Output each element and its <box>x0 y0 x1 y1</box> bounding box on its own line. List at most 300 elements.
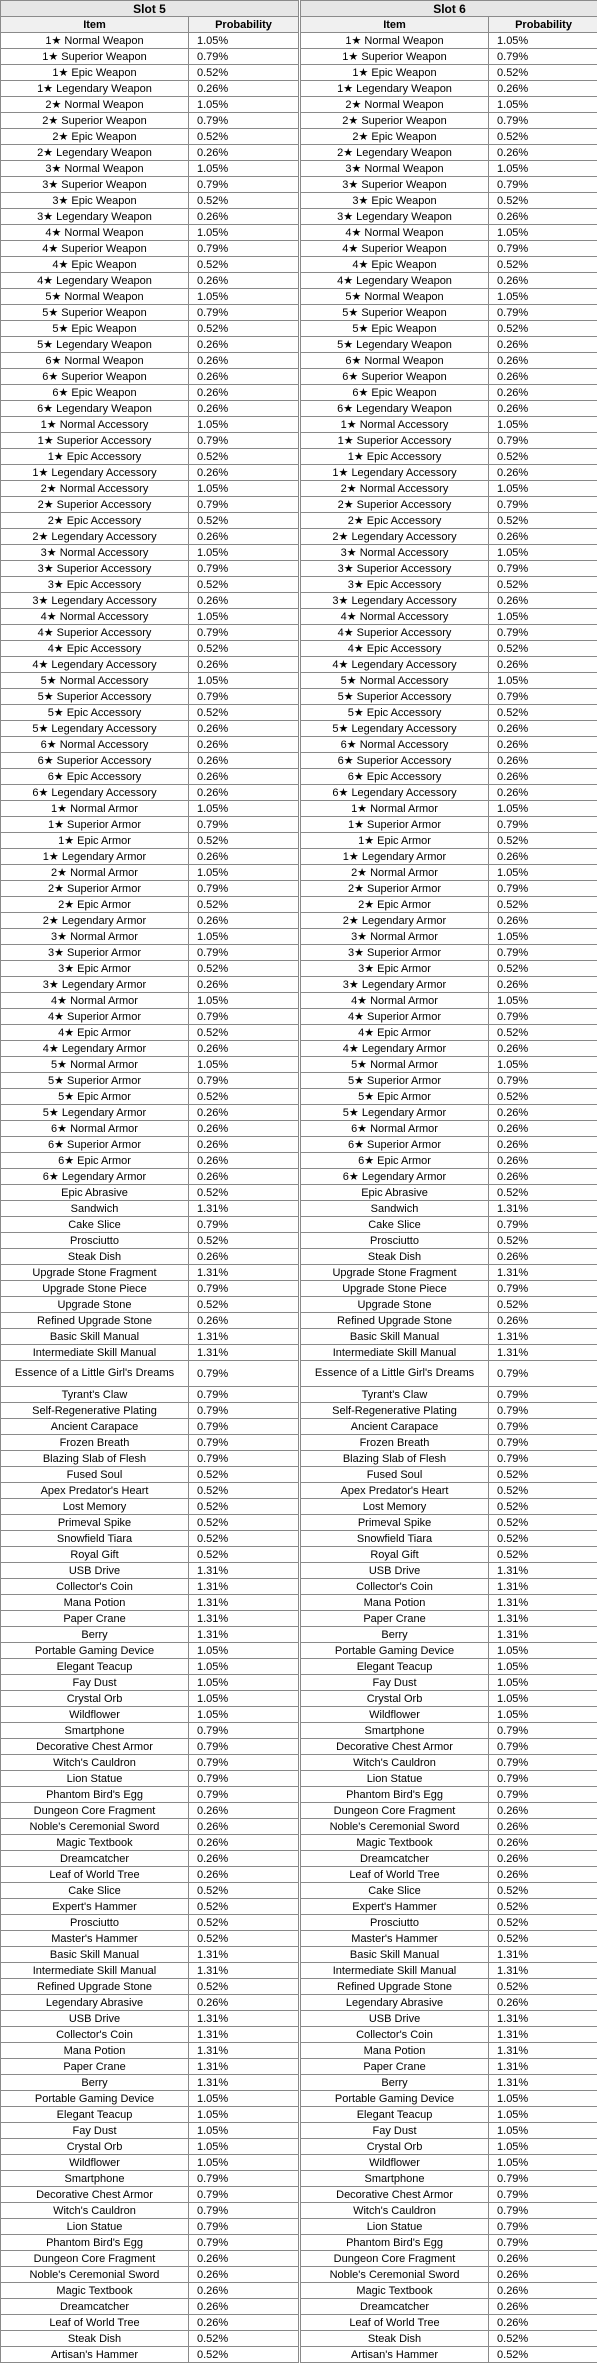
probability-cell: 1.05% <box>489 1643 597 1659</box>
table-row <box>1 2043 299 2059</box>
probability-cell: 0.79% <box>489 241 597 257</box>
table-row <box>1 1915 299 1931</box>
item-name-cell: Fused Soul <box>1 1467 189 1483</box>
probability-cell: 0.26% <box>189 2267 299 2283</box>
probability-cell: 0.26% <box>489 1137 597 1153</box>
probability-cell: 0.26% <box>189 529 299 545</box>
probability-cell: 0.26% <box>189 1819 299 1835</box>
item-name-cell: 2★ Superior Accessory <box>301 497 489 513</box>
table-row <box>1 689 299 705</box>
table-row <box>301 1995 597 2011</box>
probability-cell: 0.79% <box>189 2235 299 2251</box>
probability-cell: 0.79% <box>489 1419 597 1435</box>
item-name-cell: 6★ Normal Weapon <box>301 353 489 369</box>
item-name-cell: 5★ Superior Weapon <box>1 305 189 321</box>
probability-cell: 1.05% <box>189 2091 299 2107</box>
item-name-cell: Mana Potion <box>301 1595 489 1611</box>
probability-cell: 0.79% <box>489 1403 597 1419</box>
table-row <box>1 1867 299 1883</box>
item-name-cell: 3★ Legendary Accessory <box>301 593 489 609</box>
probability-cell: 0.52% <box>489 1233 597 1249</box>
probability-cell: 0.26% <box>489 1121 597 1137</box>
item-name-cell: Essence of a Little Girl's Dreams <box>301 1361 489 1387</box>
table-row <box>301 1265 597 1281</box>
item-name-cell: 1★ Legendary Accessory <box>301 465 489 481</box>
table-row <box>301 385 597 401</box>
probability-cell: 0.52% <box>489 321 597 337</box>
item-name-cell: 5★ Epic Weapon <box>301 321 489 337</box>
probability-cell: 1.05% <box>189 1659 299 1675</box>
probability-cell: 0.79% <box>189 1281 299 1297</box>
item-name-cell: Berry <box>301 1627 489 1643</box>
table-row <box>1 721 299 737</box>
table-row <box>1 433 299 449</box>
probability-cell: 0.79% <box>189 1451 299 1467</box>
table-row <box>1 673 299 689</box>
item-name-cell: Prosciutto <box>301 1233 489 1249</box>
probability-cell: 1.31% <box>189 1579 299 1595</box>
table-row <box>301 2315 597 2331</box>
item-name-cell: 1★ Legendary Armor <box>301 849 489 865</box>
item-name-cell: Leaf of World Tree <box>301 2315 489 2331</box>
probability-cell: 0.79% <box>189 2203 299 2219</box>
probability-cell: 0.26% <box>189 593 299 609</box>
table-row <box>301 705 597 721</box>
probability-cell: 0.79% <box>489 1281 597 1297</box>
table-row <box>301 1483 597 1499</box>
item-name-cell: Intermediate Skill Manual <box>1 1345 189 1361</box>
probability-cell: 0.26% <box>189 753 299 769</box>
table-row <box>301 1387 597 1403</box>
item-name-cell: 2★ Superior Weapon <box>301 113 489 129</box>
table-row <box>301 1185 597 1201</box>
probability-cell: 0.52% <box>189 1899 299 1915</box>
probability-cell: 0.79% <box>189 1787 299 1803</box>
probability-cell: 0.52% <box>189 641 299 657</box>
table-row <box>301 481 597 497</box>
table-row <box>1 1041 299 1057</box>
probability-cell: 1.05% <box>489 993 597 1009</box>
table-row <box>1 481 299 497</box>
probability-cell: 0.26% <box>189 785 299 801</box>
probability-cell: 1.05% <box>189 417 299 433</box>
probability-cell: 1.05% <box>489 225 597 241</box>
item-name-cell: Refined Upgrade Stone <box>1 1979 189 1995</box>
table-row <box>301 1883 597 1899</box>
probability-cell: 1.05% <box>189 161 299 177</box>
table-row <box>301 33 597 49</box>
item-name-cell: Self-Regenerative Plating <box>1 1403 189 1419</box>
item-name-cell: 5★ Superior Armor <box>1 1073 189 1089</box>
probability-cell: 0.26% <box>489 2283 597 2299</box>
probability-cell: 0.52% <box>489 1883 597 1899</box>
table-row <box>301 625 597 641</box>
probability-cell: 0.26% <box>489 769 597 785</box>
slot-title-row <box>301 1 597 17</box>
table-row <box>1 865 299 881</box>
item-name-cell: Intermediate Skill Manual <box>301 1345 489 1361</box>
table-row <box>1 769 299 785</box>
table-row <box>1 1467 299 1483</box>
table-row <box>1 369 299 385</box>
table-row <box>301 1313 597 1329</box>
probability-cell: 0.26% <box>489 1041 597 1057</box>
item-name-cell: Collector's Coin <box>1 1579 189 1595</box>
item-name-cell: 2★ Epic Accessory <box>301 513 489 529</box>
item-name-cell: USB Drive <box>301 2011 489 2027</box>
table-row <box>1 1185 299 1201</box>
probability-cell: 1.05% <box>489 1659 597 1675</box>
probability-cell: 0.52% <box>489 705 597 721</box>
item-name-cell: 2★ Legendary Armor <box>301 913 489 929</box>
item-name-cell: Paper Crane <box>301 1611 489 1627</box>
item-name-cell: 4★ Epic Armor <box>301 1025 489 1041</box>
probability-cell: 0.26% <box>189 401 299 417</box>
probability-cell: 0.52% <box>189 1915 299 1931</box>
table-row <box>301 241 597 257</box>
table-row <box>1 577 299 593</box>
item-name-cell: 4★ Normal Accessory <box>301 609 489 625</box>
item-name-cell: Blazing Slab of Flesh <box>301 1451 489 1467</box>
table-row <box>301 1281 597 1297</box>
table-row <box>301 1675 597 1691</box>
probability-cell: 0.26% <box>489 1819 597 1835</box>
item-name-cell: 5★ Normal Accessory <box>301 673 489 689</box>
table-row <box>301 1899 597 1915</box>
probability-cell: 0.52% <box>189 321 299 337</box>
item-name-cell: 2★ Normal Accessory <box>301 481 489 497</box>
probability-cell: 1.31% <box>489 1563 597 1579</box>
probability-cell: 0.79% <box>189 1361 299 1387</box>
table-row <box>301 2027 597 2043</box>
probability-cell: 0.52% <box>489 2331 597 2347</box>
item-name-cell: 2★ Legendary Accessory <box>1 529 189 545</box>
table-row <box>1 737 299 753</box>
table-row <box>1 1707 299 1723</box>
probability-cell: 1.05% <box>189 993 299 1009</box>
probability-cell: 0.79% <box>489 1755 597 1771</box>
item-name-cell: Paper Crane <box>301 2059 489 2075</box>
probability-cell: 0.26% <box>489 1153 597 1169</box>
table-row <box>301 897 597 913</box>
item-name-cell: Mana Potion <box>1 2043 189 2059</box>
probability-cell: 0.26% <box>189 337 299 353</box>
probability-cell: 0.52% <box>489 833 597 849</box>
probability-cell: 0.52% <box>189 1515 299 1531</box>
table-row <box>301 1963 597 1979</box>
table-row <box>1 1819 299 1835</box>
table-row <box>301 609 597 625</box>
probability-cell: 0.52% <box>489 193 597 209</box>
probability-cell: 0.26% <box>189 1153 299 1169</box>
probability-cell: 1.05% <box>489 545 597 561</box>
probability-cell: 1.05% <box>189 673 299 689</box>
probability-cell: 0.79% <box>489 1435 597 1451</box>
probability-cell: 0.79% <box>489 2203 597 2219</box>
probability-cell: 1.31% <box>189 1595 299 1611</box>
item-name-cell: Crystal Orb <box>301 2139 489 2155</box>
item-name-cell: Epic Abrasive <box>1 1185 189 1201</box>
probability-cell: 0.26% <box>189 1105 299 1121</box>
table-row <box>301 1089 597 1105</box>
item-name-cell: Noble's Ceremonial Sword <box>301 2267 489 2283</box>
probability-cell: 0.79% <box>489 1387 597 1403</box>
table-row <box>1 1835 299 1851</box>
table-row <box>301 721 597 737</box>
item-name-cell: Lost Memory <box>301 1499 489 1515</box>
item-name-cell: Tyrant's Claw <box>301 1387 489 1403</box>
item-name-cell: USB Drive <box>1 2011 189 2027</box>
probability-cell: 1.31% <box>489 2075 597 2091</box>
item-name-cell: 4★ Superior Armor <box>301 1009 489 1025</box>
table-row <box>301 513 597 529</box>
item-name-cell: 1★ Legendary Accessory <box>1 465 189 481</box>
probability-cell: 0.79% <box>189 689 299 705</box>
probability-cell: 1.05% <box>489 929 597 945</box>
item-name-cell: Ancient Carapace <box>1 1419 189 1435</box>
probability-cell: 0.26% <box>489 465 597 481</box>
item-name-cell: Mana Potion <box>301 2043 489 2059</box>
table-row <box>1 609 299 625</box>
table-row <box>301 2347 597 2363</box>
table-row <box>301 1057 597 1073</box>
table-row <box>1 625 299 641</box>
item-name-cell: 6★ Normal Accessory <box>301 737 489 753</box>
item-name-cell: 5★ Normal Armor <box>1 1057 189 1073</box>
probability-cell: 0.79% <box>489 2171 597 2187</box>
probability-cell: 0.26% <box>489 209 597 225</box>
probability-cell: 1.05% <box>189 2123 299 2139</box>
table-row <box>301 545 597 561</box>
probability-cell: 0.52% <box>489 1931 597 1947</box>
table-row <box>301 2219 597 2235</box>
probability-cell: 1.05% <box>489 2107 597 2123</box>
table-row <box>301 737 597 753</box>
table-row <box>301 465 597 481</box>
item-name-cell: 6★ Superior Accessory <box>301 753 489 769</box>
item-name-cell: 3★ Normal Accessory <box>1 545 189 561</box>
item-name-cell: 6★ Epic Armor <box>1 1153 189 1169</box>
table-row <box>1 1579 299 1595</box>
probability-cell: 1.31% <box>189 1563 299 1579</box>
probability-cell: 0.26% <box>489 401 597 417</box>
table-row <box>301 1329 597 1345</box>
item-name-cell: 6★ Epic Weapon <box>301 385 489 401</box>
item-name-cell: Intermediate Skill Manual <box>301 1963 489 1979</box>
item-name-cell: 1★ Normal Accessory <box>301 417 489 433</box>
table-row <box>1 529 299 545</box>
table-row <box>1 1803 299 1819</box>
probability-cell: 0.26% <box>189 913 299 929</box>
probability-cell: 1.05% <box>489 97 597 113</box>
probability-cell: 0.79% <box>189 945 299 961</box>
probability-column-header: Probability <box>189 17 299 33</box>
table-row <box>301 1659 597 1675</box>
table-row <box>1 1563 299 1579</box>
table-row <box>301 145 597 161</box>
table-row <box>1 1169 299 1185</box>
item-name-cell: Prosciutto <box>1 1915 189 1931</box>
item-name-cell: 3★ Normal Weapon <box>301 161 489 177</box>
item-name-cell: 2★ Normal Weapon <box>301 97 489 113</box>
item-name-cell: Decorative Chest Armor <box>1 2187 189 2203</box>
table-row <box>1 641 299 657</box>
table-row <box>1 945 299 961</box>
probability-cell: 0.79% <box>489 561 597 577</box>
item-name-cell: Royal Gift <box>1 1547 189 1563</box>
probability-cell: 1.05% <box>189 1643 299 1659</box>
table-row <box>301 1297 597 1313</box>
item-name-cell: Paper Crane <box>1 2059 189 2075</box>
item-name-cell: 2★ Superior Accessory <box>1 497 189 513</box>
probability-cell: 0.79% <box>489 49 597 65</box>
table-row <box>301 1643 597 1659</box>
item-name-cell: Prosciutto <box>1 1233 189 1249</box>
probability-cell: 1.05% <box>189 481 299 497</box>
item-name-cell: 3★ Legendary Armor <box>301 977 489 993</box>
table-row <box>1 1883 299 1899</box>
item-name-cell: 5★ Superior Weapon <box>301 305 489 321</box>
item-name-cell: 3★ Normal Armor <box>301 929 489 945</box>
table-row <box>1 849 299 865</box>
probability-cell: 1.31% <box>189 1963 299 1979</box>
probability-cell: 1.31% <box>189 2027 299 2043</box>
table-row <box>1 273 299 289</box>
item-name-cell: Wildflower <box>1 1707 189 1723</box>
column-header-row <box>301 17 597 33</box>
item-name-cell: 3★ Epic Accessory <box>301 577 489 593</box>
probability-cell: 0.52% <box>489 449 597 465</box>
table-row <box>1 833 299 849</box>
item-name-cell: 2★ Normal Weapon <box>1 97 189 113</box>
item-name-cell: 3★ Normal Armor <box>1 929 189 945</box>
probability-cell: 0.52% <box>489 1531 597 1547</box>
probability-cell: 0.52% <box>189 193 299 209</box>
probability-cell: 1.05% <box>489 865 597 881</box>
probability-column-header: Probability <box>489 17 597 33</box>
probability-cell: 0.26% <box>489 785 597 801</box>
table-row <box>1 2187 299 2203</box>
item-name-cell: Collector's Coin <box>301 2027 489 2043</box>
item-name-cell: Smartphone <box>1 1723 189 1739</box>
item-name-cell: 3★ Epic Armor <box>301 961 489 977</box>
table-row <box>301 753 597 769</box>
item-name-cell: 1★ Superior Accessory <box>301 433 489 449</box>
probability-cell: 0.79% <box>189 1217 299 1233</box>
table-row <box>1 177 299 193</box>
table-row <box>301 993 597 1009</box>
table-row <box>1 1995 299 2011</box>
table-row <box>301 209 597 225</box>
table-row <box>301 2123 597 2139</box>
table-row <box>301 1105 597 1121</box>
table-row <box>1 449 299 465</box>
table-row <box>301 1233 597 1249</box>
item-name-cell: 3★ Legendary Accessory <box>1 593 189 609</box>
probability-cell: 0.79% <box>489 433 597 449</box>
item-name-cell: 2★ Epic Weapon <box>301 129 489 145</box>
probability-cell: 0.26% <box>489 1803 597 1819</box>
probability-cell: 0.52% <box>489 65 597 81</box>
item-name-cell: 3★ Superior Armor <box>1 945 189 961</box>
probability-cell: 0.26% <box>489 1105 597 1121</box>
table-row <box>1 497 299 513</box>
item-name-cell: 4★ Normal Weapon <box>301 225 489 241</box>
table-row <box>1 657 299 673</box>
probability-cell: 0.79% <box>489 497 597 513</box>
probability-cell: 0.79% <box>189 177 299 193</box>
item-name-cell: 5★ Epic Accessory <box>1 705 189 721</box>
table-row <box>1 961 299 977</box>
item-name-cell: Phantom Bird's Egg <box>301 2235 489 2251</box>
table-row <box>301 1739 597 1755</box>
item-name-cell: Phantom Bird's Egg <box>1 1787 189 1803</box>
item-name-cell: Noble's Ceremonial Sword <box>1 1819 189 1835</box>
probability-cell: 0.52% <box>189 449 299 465</box>
item-name-cell: Self-Regenerative Plating <box>301 1403 489 1419</box>
probability-cell: 0.26% <box>189 1867 299 1883</box>
item-name-cell: Upgrade Stone Piece <box>1 1281 189 1297</box>
table-row <box>301 97 597 113</box>
table-row <box>301 2331 597 2347</box>
table-row <box>301 1947 597 1963</box>
table-row <box>1 1755 299 1771</box>
table-row <box>301 2059 597 2075</box>
table-row <box>1 2347 299 2363</box>
probability-cell: 0.52% <box>489 1499 597 1515</box>
probability-cell: 0.52% <box>189 257 299 273</box>
table-row <box>301 1547 597 1563</box>
item-name-cell: Decorative Chest Armor <box>1 1739 189 1755</box>
table-row <box>301 449 597 465</box>
probability-cell: 1.31% <box>189 2075 299 2091</box>
table-row <box>1 1691 299 1707</box>
table-row <box>301 1931 597 1947</box>
table-row <box>1 1723 299 1739</box>
item-name-cell: Lion Statue <box>301 2219 489 2235</box>
probability-cell: 1.31% <box>489 1265 597 1281</box>
item-name-cell: Crystal Orb <box>1 2139 189 2155</box>
item-name-cell: Blazing Slab of Flesh <box>1 1451 189 1467</box>
item-name-cell: 3★ Epic Accessory <box>1 577 189 593</box>
table-row <box>1 2091 299 2107</box>
table-row <box>1 1057 299 1073</box>
probability-cell: 0.79% <box>189 1073 299 1089</box>
item-name-cell: 1★ Epic Armor <box>301 833 489 849</box>
item-name-cell: Decorative Chest Armor <box>301 2187 489 2203</box>
probability-cell: 0.79% <box>489 625 597 641</box>
probability-cell: 1.05% <box>489 2155 597 2171</box>
item-name-cell: Apex Predator's Heart <box>1 1483 189 1499</box>
table-row <box>1 2139 299 2155</box>
item-name-cell: 6★ Normal Armor <box>301 1121 489 1137</box>
table-row <box>1 49 299 65</box>
table-row <box>1 705 299 721</box>
probability-cell: 0.26% <box>489 369 597 385</box>
item-name-cell: 4★ Epic Armor <box>1 1025 189 1041</box>
probability-cell: 0.52% <box>189 705 299 721</box>
slot-title-row <box>1 1 299 17</box>
item-name-cell: Basic Skill Manual <box>1 1329 189 1345</box>
item-name-cell: Artisan's Hammer <box>1 2347 189 2363</box>
probability-cell: 1.31% <box>489 1345 597 1361</box>
table-row <box>301 2075 597 2091</box>
item-name-cell: 1★ Superior Weapon <box>301 49 489 65</box>
probability-cell: 0.52% <box>189 1499 299 1515</box>
item-name-cell: 6★ Normal Armor <box>1 1121 189 1137</box>
probability-cell: 0.26% <box>489 1867 597 1883</box>
item-name-cell: Steak Dish <box>1 1249 189 1265</box>
